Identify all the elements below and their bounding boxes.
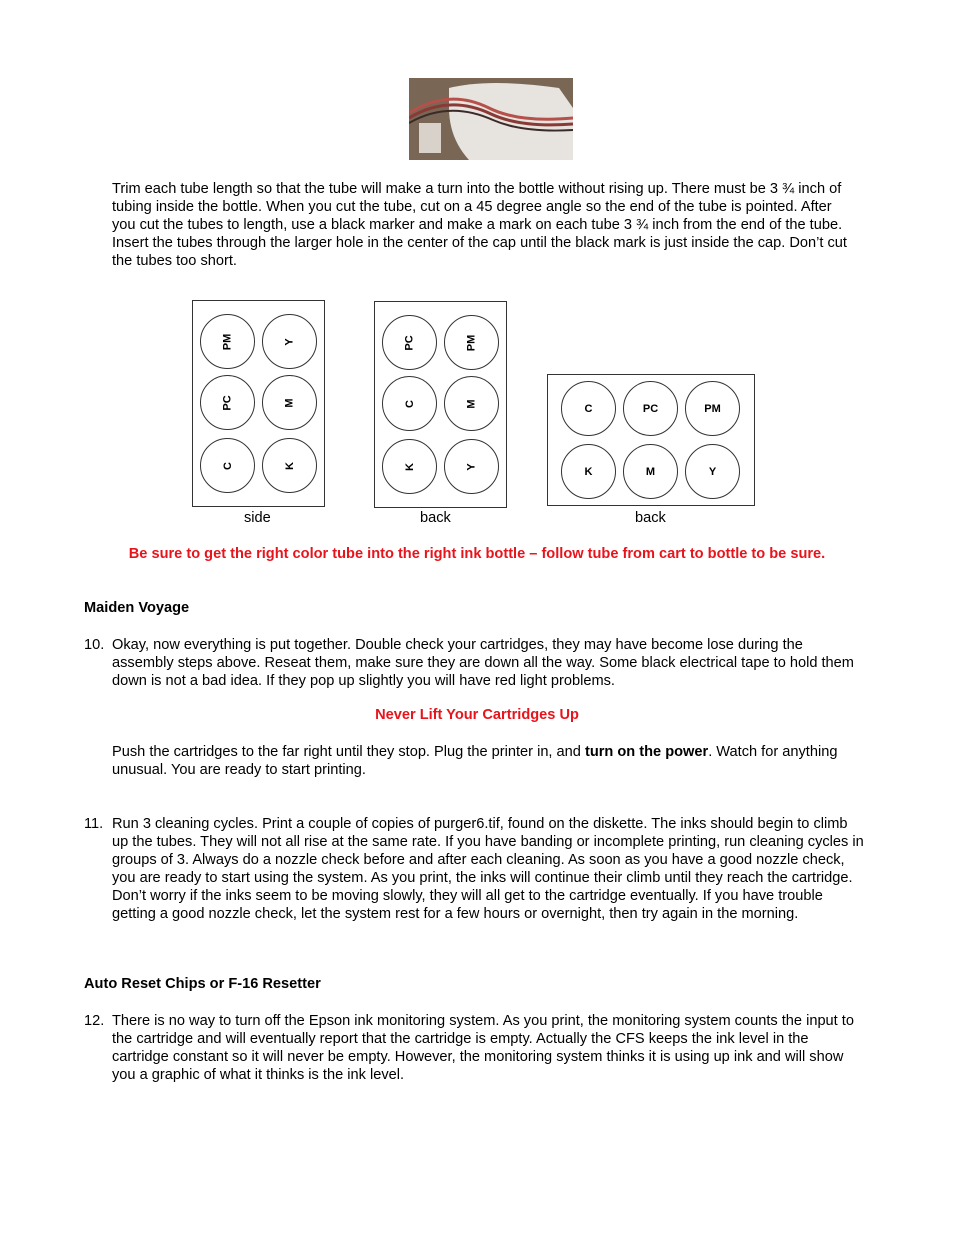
intro-paragraph: Trim each tube length so that the tube will make a turn into the bottle without rising up. There must be 3 ¾ inch of tubing inside the bottle. When you cut the tube, cut on a 45 degree angle so the end of the tube is pointed. After you cut the tubes to length, use a black marker and make a mark on each tube 3 ¾ inch from the end of the tube. Insert the tubes through the larger hole in the center of the cap until the black mark is just inside the cap. Don’t cut the tubes too short. <box>112 181 847 269</box>
cartridge-circle: PC <box>382 315 437 370</box>
cartridge-circle: M <box>444 376 499 431</box>
list-number: 12. <box>84 1013 105 1029</box>
list-item-text: Okay, now everything is put together. Double check your cartridges, they may have become lose during the assembly steps above. Reseat them, make sure they are down all the way. Some black electrical tape to hold them down is not a bad idea. If they pop up slightly you will have red light problems. <box>112 637 854 689</box>
cartridge-notice: Never Lift Your Cartridges Up <box>375 707 579 723</box>
diagram-caption-side: side <box>244 510 271 526</box>
cartridge-circle: K <box>262 438 317 493</box>
diagram-caption-back: back <box>420 510 451 526</box>
tubing-photo-graphic <box>409 78 573 160</box>
cartridge-circle: M <box>623 444 678 499</box>
followup-text-end: . Watch for anything unusual. You are ready to start printing. <box>112 744 838 778</box>
cartridge-circle: Y <box>444 439 499 494</box>
cartridge-circle: C <box>561 381 616 436</box>
cartridge-diagram-back-vertical <box>374 301 507 508</box>
followup-bold: turn on the power <box>584 744 709 760</box>
list-number: 11. <box>84 816 104 832</box>
list-number: 10. <box>84 637 105 653</box>
followup-text: Push the cartridges to the far right until they stop. Plug the printer in, and <box>112 744 585 760</box>
list-item-text: There is no way to turn off the Epson ink monitoring system. As you print, the monitoring system counts the input to the cartridge and will eventually report that the cartridge is empty. Actually the CFS keeps the ink level in the cartridge constant so it will never be empty. However, the monitoring system thinks it is using up ink and will show you a graphic of what it thinks is the ink level. <box>112 1013 854 1083</box>
cartridge-diagram-side <box>192 300 325 507</box>
cartridge-circle: PM <box>200 314 255 369</box>
cartridge-circle: K <box>382 439 437 494</box>
cartridge-circle: PM <box>444 315 499 370</box>
cartridge-circle: Y <box>262 314 317 369</box>
cartridge-circle: C <box>382 376 437 431</box>
color-warning: Be sure to get the right color tube into the right ink bottle – follow tube from cart to bottle to be sure. <box>128 546 826 562</box>
tubing-photo <box>409 78 573 160</box>
diagram-caption-back-2: back <box>635 510 666 526</box>
cartridge-diagram-back-horizontal <box>547 374 755 506</box>
cartridge-circle: Y <box>685 444 740 499</box>
section-heading-auto-reset: Auto Reset Chips or F-16 Resetter <box>84 976 321 992</box>
cartridge-circle: M <box>262 375 317 430</box>
cartridge-circle: K <box>561 444 616 499</box>
cartridge-circle: PM <box>685 381 740 436</box>
list-item-text: Run 3 cleaning cycles. Print a couple of copies of purger6.tif, found on the diskette. The inks should begin to climb up the tubes. They will not all rise at the same rate. If you have banding or incomplete printing, run cleaning cycles in groups of 3. Always do a nozzle check before and after each cleaning. As soon as you have a good nozzle check, you are ready to start using the system. As you print, the inks will continue their climb until they reach the cartridge. Don’t worry if the inks seem to be moving slowly, they will all get to the cartridge eventually. If you have trouble getting a good nozzle check, let the system rest for a few hours or overnight, then try again in the morning. <box>112 816 864 922</box>
cartridge-circle: PC <box>200 375 255 430</box>
cartridge-circle: C <box>200 438 255 493</box>
cartridge-circle: PC <box>623 381 678 436</box>
list-item-followup <box>112 743 852 779</box>
section-heading-maiden-voyage: Maiden Voyage <box>84 600 190 616</box>
